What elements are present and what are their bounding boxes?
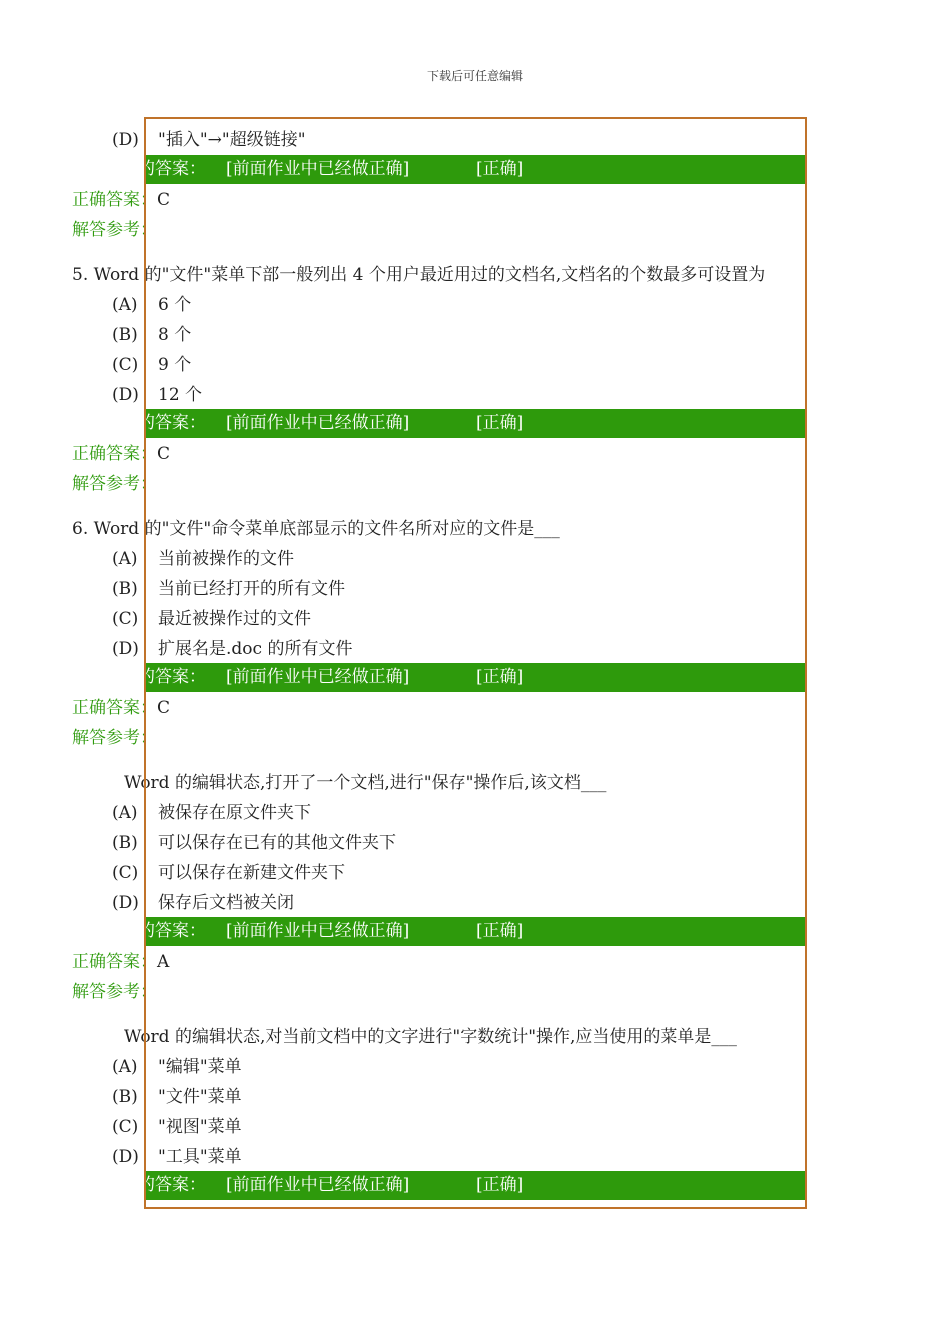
answer-status-bar	[138, 917, 805, 946]
option-label: (B)	[112, 325, 138, 345]
answer-reference-label: 解答参考：	[72, 982, 157, 1002]
result-badge: [正确]	[476, 1175, 524, 1195]
option-label: (B)	[112, 1087, 138, 1107]
correct-answer-value: C	[157, 444, 171, 464]
option-text: "文件"菜单	[158, 1087, 242, 1107]
question-text: Word 的编辑状态,对当前文档中的文字进行"字数统计"操作,应当使用的菜单是___	[124, 1027, 737, 1047]
option-label: (D)	[112, 1147, 139, 1167]
option-label: (D)	[112, 893, 139, 913]
option-text: 当前已经打开的所有文件	[158, 579, 345, 599]
status-text: [前面作业中已经做正确]	[226, 667, 410, 687]
option-text: 可以保存在已有的其他文件夹下	[158, 833, 396, 853]
result-badge: [正确]	[476, 921, 524, 941]
answer-status-bar	[138, 1171, 805, 1200]
correct-answer	[72, 439, 170, 469]
your-answer-label: 的答案：	[138, 921, 206, 941]
option-label: (A)	[112, 295, 138, 315]
answer-status-bar	[138, 409, 805, 438]
result-badge: [正确]	[476, 159, 524, 179]
correct-answer	[72, 947, 169, 977]
option-label: (B)	[112, 833, 138, 853]
option-text: "工具"菜单	[158, 1147, 242, 1167]
status-text: [前面作业中已经做正确]	[226, 1175, 410, 1195]
your-answer-label: 的答案：	[138, 1175, 206, 1195]
option-label: (A)	[112, 803, 138, 823]
your-answer-label: 的答案：	[138, 667, 206, 687]
option-text: 8 个	[158, 325, 192, 345]
option-text: "插入"→"超级链接"	[158, 130, 306, 150]
option-label: (A)	[112, 549, 138, 569]
option-text: "编辑"菜单	[158, 1057, 242, 1077]
status-text: [前面作业中已经做正确]	[226, 413, 410, 433]
your-answer-label: 的答案：	[138, 159, 206, 179]
question-text: Word 的编辑状态,打开了一个文档,进行"保存"操作后,该文档___	[124, 773, 607, 793]
option-text: 保存后文档被关闭	[158, 893, 294, 913]
option-text: 可以保存在新建文件夹下	[158, 863, 345, 883]
option-text: 12 个	[158, 385, 203, 405]
status-text: [前面作业中已经做正确]	[226, 921, 410, 941]
page-header: 下载后可任意编辑	[426, 69, 523, 83]
correct-answer-value: C	[157, 190, 171, 210]
option-text: "视图"菜单	[158, 1117, 242, 1137]
option-label: (A)	[112, 1057, 138, 1077]
option-text: 当前被操作的文件	[158, 549, 294, 569]
option-text: 最近被操作过的文件	[158, 609, 311, 629]
answer-reference-label: 解答参考：	[72, 474, 157, 494]
correct-answer	[72, 185, 170, 215]
option-label: (D)	[112, 639, 139, 659]
question-text: 5. Word 的"文件"菜单下部一般列出 4 个用户最近用过的文档名,文档名的个数最多可设置为	[72, 265, 766, 285]
question-text: 6. Word 的"文件"命令菜单底部显示的文件名所对应的文件是___	[72, 519, 560, 539]
option-label: (D)	[112, 130, 139, 150]
option-text: 扩展名是.doc 的所有文件	[158, 639, 353, 659]
result-badge: [正确]	[476, 413, 524, 433]
answer-reference-label: 解答参考：	[72, 220, 157, 240]
option-label: (C)	[112, 863, 139, 883]
correct-answer-label: 正确答案：	[72, 952, 157, 972]
correct-answer-label: 正确答案：	[72, 698, 157, 718]
option-label: (C)	[112, 355, 139, 375]
correct-answer	[72, 693, 170, 723]
option-text: 6 个	[158, 295, 192, 315]
option-label: (B)	[112, 579, 138, 599]
correct-answer-value: C	[157, 698, 171, 718]
answer-reference-label: 解答参考：	[72, 728, 157, 748]
status-text: [前面作业中已经做正确]	[226, 159, 410, 179]
option-label: (D)	[112, 385, 139, 405]
correct-answer-label: 正确答案：	[72, 444, 157, 464]
option-label: (C)	[112, 1117, 139, 1137]
result-badge: [正确]	[476, 667, 524, 687]
option-text: 9 个	[158, 355, 192, 375]
answer-status-bar	[138, 155, 805, 184]
your-answer-label: 的答案：	[138, 413, 206, 433]
option-text: 被保存在原文件夹下	[158, 803, 311, 823]
option-label: (C)	[112, 609, 139, 629]
correct-answer-label: 正确答案：	[72, 190, 157, 210]
correct-answer-value: A	[157, 952, 170, 972]
answer-status-bar	[138, 663, 805, 692]
